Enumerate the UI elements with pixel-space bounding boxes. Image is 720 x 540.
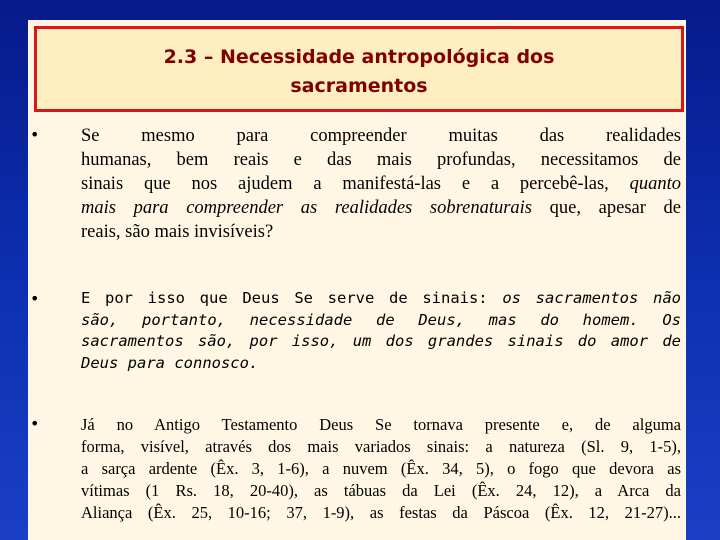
p2-line: são, portanto, necessidade de Deus, mas do homem. Os — [81, 310, 681, 329]
paragraph-1 — [81, 124, 681, 244]
p1-line-italic: mais para compreender as realidades sobrenaturais — [81, 198, 533, 218]
bullet-3: • — [30, 414, 40, 433]
p1-line — [81, 196, 681, 220]
p1-line: Se mesmo para compreender muitas das realidades — [81, 126, 681, 146]
title-line-2: sacramentos — [290, 75, 428, 97]
p1-line-italic: quanto — [629, 174, 682, 194]
p3-line: Aliança (Êx. 25, 10-16; 37, 1-9), as festas da Páscoa (Êx. 12, 21-27)... — [81, 503, 681, 522]
p1-line — [81, 172, 681, 196]
p3-line: forma, visível, através dos mais variados sinais: a natureza (Sl. 9, 1-5), — [81, 437, 681, 456]
p1-line-text: que, apesar de — [549, 198, 682, 218]
paragraph-3 — [81, 414, 681, 524]
p1-line-text: sinais que nos ajudem a manifestá-las e a percebê-las, — [81, 174, 609, 194]
p1-line: humanas, bem reais e das mais profundas, necessitamos de — [81, 150, 681, 170]
bullet-1: • — [30, 125, 40, 144]
p2-line — [81, 288, 681, 310]
p2-line: sacramentos são, por isso, um dos grandes sinais do amor de — [81, 332, 681, 350]
p3-line: Já no Antigo Testamento Deus Se tornava presente e, de alguma — [81, 415, 681, 434]
bullet-2: • — [30, 289, 40, 308]
slide-title — [37, 29, 681, 101]
title-box — [34, 26, 684, 112]
p2-line: Deus para connosco. — [81, 353, 259, 372]
paragraph-2 — [81, 288, 681, 374]
p2-line-text: os sacramentos não — [502, 289, 681, 307]
p3-line: a sarça ardente (Êx. 3, 1-6), a nuvem (Êx. 34, 5), o fogo que devora as — [81, 459, 681, 478]
title-line-1: 2.3 – Necessidade antropológica dos — [163, 46, 555, 68]
p2-lead: E por isso que Deus Se serve de sinais: — [81, 289, 488, 307]
p1-line: reais, são mais invisíveis? — [81, 222, 274, 242]
p3-line: vítimas (1 Rs. 18, 20-40), as tábuas da Lei (Êx. 24, 12), a Arca da — [81, 481, 681, 500]
